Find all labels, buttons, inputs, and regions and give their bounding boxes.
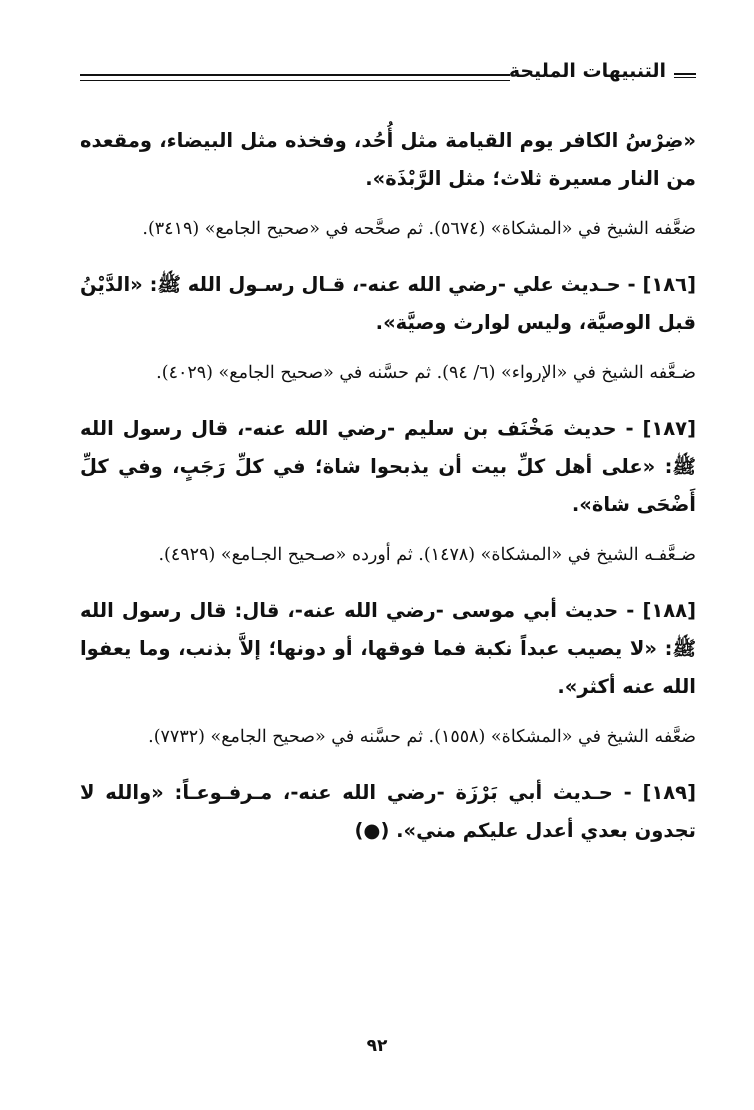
header-rule-thin bbox=[80, 80, 510, 81]
header-rule bbox=[80, 74, 510, 76]
header-title: التنبيهات المليحة bbox=[508, 60, 666, 82]
hadith-comment: ضعَّفه الشيخ في «المشكاة» (٥٦٧٤). ثم صحَّحه في «صحيح الجامع» (٣٤١٩). bbox=[142, 219, 696, 239]
hadith-comment: ضـعَّفـه الشيخ في «المشكاة» (١٤٧٨). ثم أورده «صـحيح الجـامع» (٤٩٢٩). bbox=[158, 545, 696, 565]
hadith-text: [١٨٦] - حـديث علي -رضي الله عنه-، قـال رسـول الله ﷺ: «الدَّيْنُ قبل الوصيَّة، وليس لوارث وصيَّة». bbox=[80, 273, 696, 334]
header-dash bbox=[674, 73, 696, 78]
hadith-comment: ضعَّفه الشيخ في «المشكاة» (١٥٥٨). ثم حسَّنه في «صحيح الجامع» (٧٧٣٢). bbox=[148, 727, 696, 747]
hadith-text: «ضِرْسُ الكافر يوم القيامة مثل أُحُد، وفخذه مثل البيضاء، ومقعده من النار مسيرة ثلاث؛ مثل الرَّبْذَة». bbox=[80, 129, 696, 190]
hadith-text: [١٨٧] - حديث مَخْنَف بن سليم -رضي الله عنه-، قال رسول الله ﷺ: «على أهل كلِّ بيت أن يذبحوا شاة؛ في كلِّ رَجَبٍ، وفي كلِّ أَضْحَى شاة». bbox=[80, 417, 696, 516]
hadith-text: [١٨٩] - حـديث أبي بَرْزَة -رضي الله عنه-، مـرفـوعـاً: «والله لا تجدون بعدي أعدل عليكم مني». (●) bbox=[80, 781, 696, 842]
page-number: ٩٢ bbox=[366, 1036, 388, 1056]
hadith-text: [١٨٨] - حديث أبي موسى -رضي الله عنه-، قال: قال رسول الله ﷺ: «لا يصيب عبداً نكبة فما فوقها، أو دونها؛ إلاَّ بذنب، وما يعفوا الله عنه أكثر». bbox=[80, 599, 696, 698]
running-header bbox=[80, 58, 696, 88]
hadith-comment: ضـعَّفه الشيخ في «الإرواء» (٦/ ٩٤). ثم حسَّنه في «صحيح الجامع» (٤٠٢٩). bbox=[156, 363, 696, 383]
page-content bbox=[80, 122, 696, 850]
